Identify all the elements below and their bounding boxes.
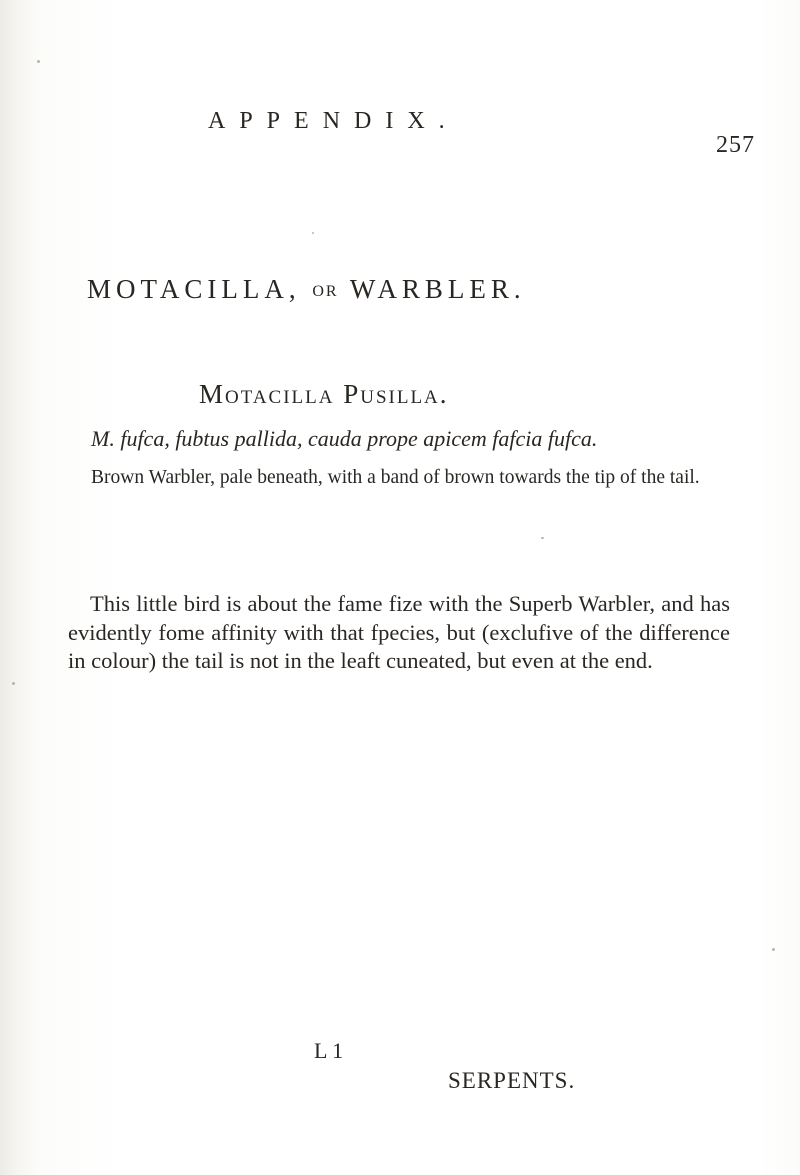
- paper-speck: [12, 682, 15, 685]
- genus-name: MOTACILLA,: [87, 274, 301, 304]
- section-title: [87, 274, 526, 305]
- body-paragraph: This little bird is about the fame fize with the Superb Warbler, and has evidently fome affinity with that fpecies, but (exclufive of the difference in colour) the tail is not in the leaft cuneated, but even at the end.: [68, 591, 730, 673]
- english-diagnosis: Brown Warbler, pale beneath, with a band of brown towards the tip of the tail.: [91, 467, 700, 488]
- paper-speck: [37, 60, 40, 63]
- common-name: WARBLER.: [349, 274, 526, 304]
- paper-speck: [541, 537, 544, 539]
- page-number: 257: [716, 132, 755, 158]
- species-heading: Motacilla Pusilla.: [199, 379, 449, 409]
- title-conjunction: OR: [312, 283, 339, 300]
- catchword: SERPENTS.: [448, 1068, 576, 1093]
- signature-mark: L 1: [314, 1038, 344, 1063]
- running-head: APPENDIX.: [208, 108, 459, 134]
- latin-diagnosis: M. fufca, fubtus pallida, cauda prope apicem fafcia fufca.: [91, 426, 598, 451]
- paper-speck: [772, 948, 775, 951]
- paper-speck: [312, 232, 314, 234]
